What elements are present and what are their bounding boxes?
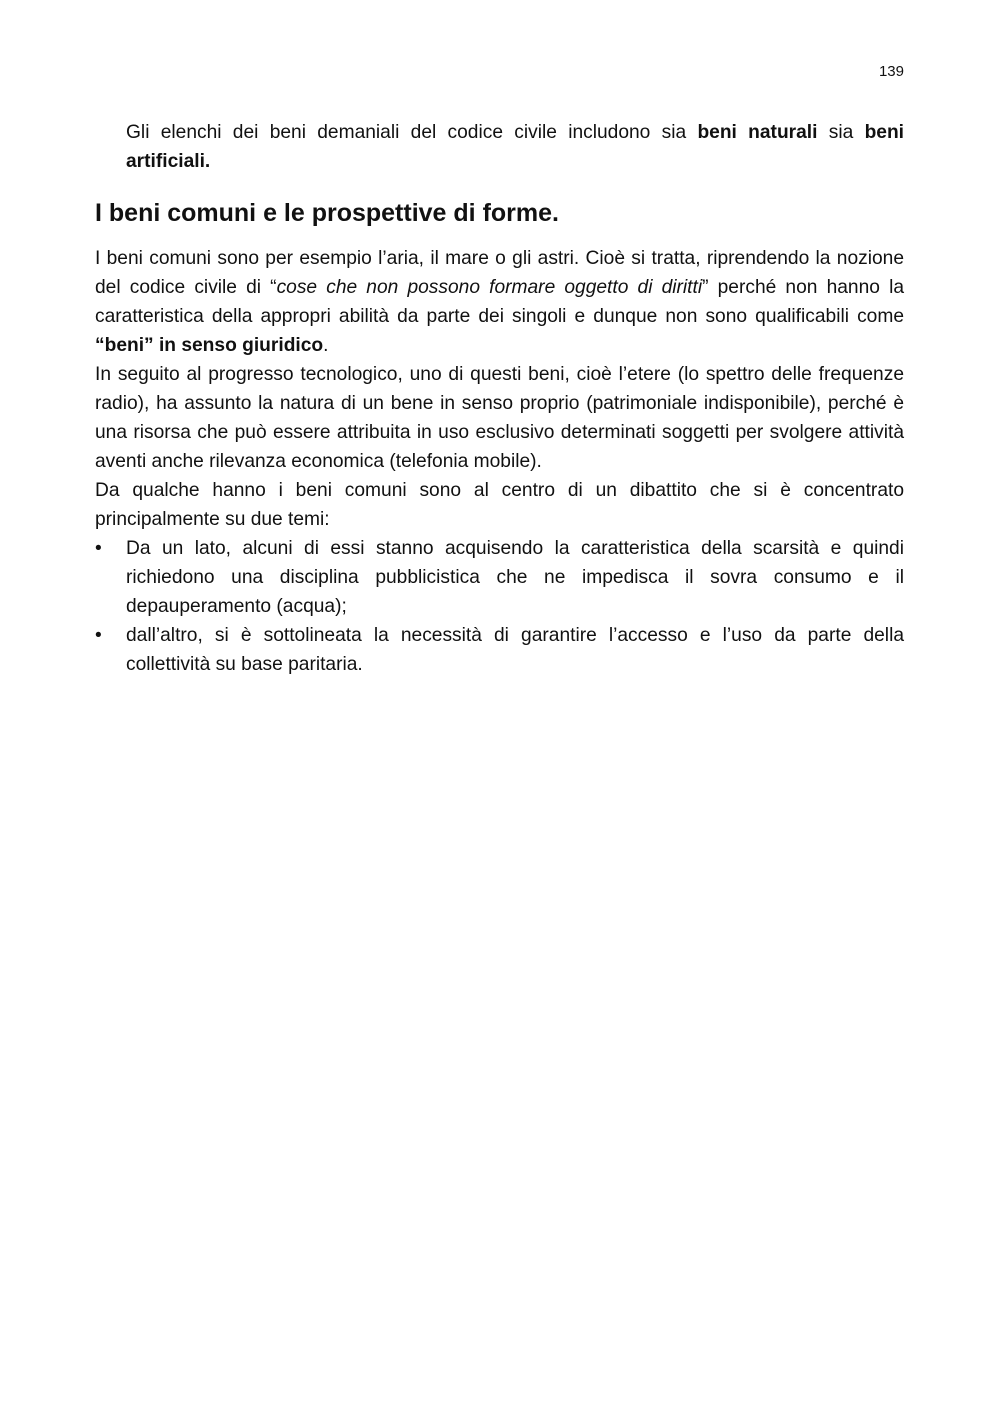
paragraph-1-text-middle: ” perché non hanno la caratteristica della appropri abilità da parte dei singoli e dunque non sono qualificabili come [95, 277, 904, 327]
paragraph-1-text-end: . [323, 335, 329, 356]
paragraph-common-goods [95, 244, 904, 360]
intro-text: Gli elenchi dei beni demaniali del codice civile includono sia [126, 122, 698, 143]
section-heading: I beni comuni e le prospettive di forme. [95, 199, 559, 227]
intro-bold-natural-goods: beni naturali [697, 122, 818, 143]
intro-bold-artificial-goods: beni artificiali. [126, 122, 905, 172]
bullet-icon: • [95, 625, 102, 646]
intro-text-connector: sia [817, 122, 865, 143]
bullet-item [95, 621, 904, 679]
bullet-text: dall’altro, si è sottolineata la necessità di garantire l’accesso e l’uso da parte della collettività su base paritaria. [126, 625, 904, 675]
document-body [95, 118, 904, 679]
paragraph-debate: Da qualche hanno i beni comuni sono al centro di un dibattito che si è concentrato principalmente su due temi: [95, 480, 904, 530]
paragraph-1-text-start: I beni comuni sono per esempio l’aria, il mare o gli astri. Cioè si tratta, riprendendo la nozione del codice civile di “ [95, 248, 904, 298]
bullet-item [95, 534, 904, 621]
page-number: 139 [878, 63, 904, 80]
intro-paragraph [126, 118, 904, 176]
paragraph-technological-progress: In seguito al progresso tecnologico, uno di questi beni, cioè l’etere (lo spettro delle frequenze radio), ha assunto la natura di un bene in senso proprio (patrimoniale indisponibile), perché è una risorsa che può essere attribuita in uso esclusivo determinati soggetti per svolgere attività aventi anche rilevanza economica (telefonia mobile). [95, 364, 904, 472]
bullet-icon: • [95, 538, 102, 559]
paragraph-1-italic-quote: cose che non possono formare oggetto di diritti [276, 277, 703, 298]
bullet-text: Da un lato, alcuni di essi stanno acquisendo la caratteristica della scarsità e quindi richiedono una disciplina pubblicistica che ne impedisca il sovra consumo e il depauperamento (acqua); [126, 538, 904, 617]
paragraph-1-bold-legal-goods: “beni” in senso giuridico [95, 335, 324, 356]
bullet-list [95, 534, 904, 679]
